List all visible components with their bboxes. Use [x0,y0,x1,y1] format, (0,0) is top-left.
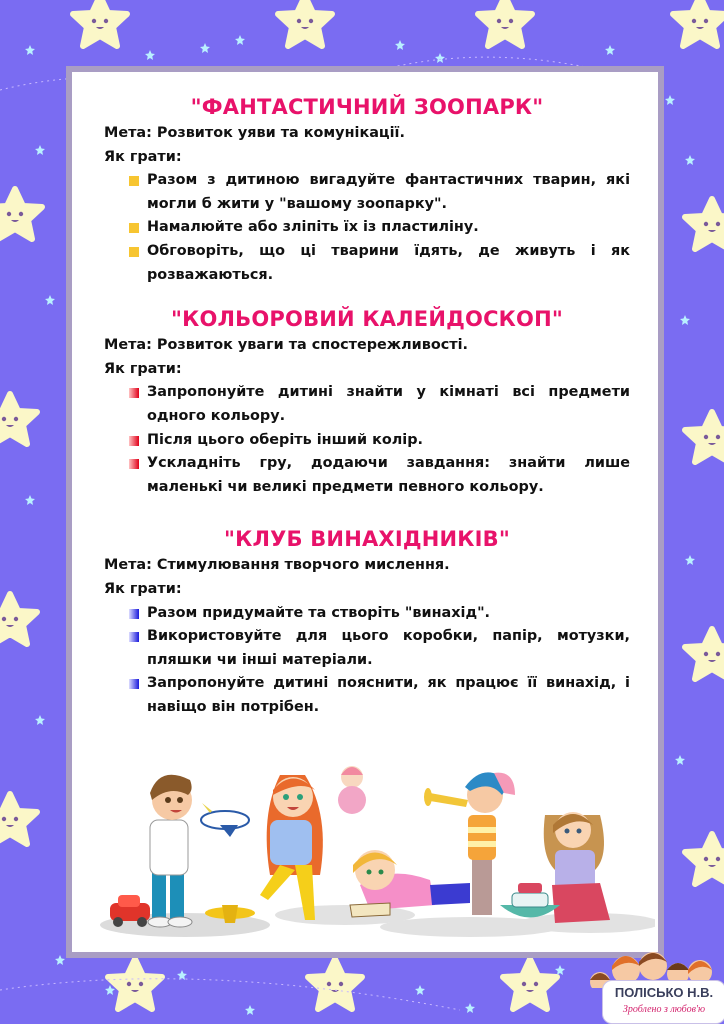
girl-with-doll-figure [260,766,366,920]
girl-with-toy-boat-figure [500,812,610,923]
step-item [129,452,630,499]
step-item [129,216,630,240]
square-bullet-icon [129,679,139,689]
game-title: "КЛУБ ВИНАХІДНИКІВ" [223,527,511,552]
square-bullet-icon [129,609,139,619]
steps-list [104,381,630,499]
how-to-play-label: Як грати: [104,148,182,165]
games-content [104,92,630,719]
boy-with-plane-figure [148,775,249,927]
square-bullet-icon [129,176,139,186]
author-name-plate [602,980,724,1024]
step-text: Використовуйте для цього коробки, папір, мотузки, пляшки чи інші матеріали. [147,628,630,668]
square-bullet-icon [129,223,139,233]
game-title: "ФАНТАСТИЧНИЙ ЗООПАРК" [190,95,544,119]
step-text: Запропонуйте дитині знайти у кімнаті всі предмети одного кольору. [147,384,630,424]
girl-reading-figure [350,850,470,917]
square-bullet-icon [129,247,139,257]
step-text: Після цього оберіть інший колір. [147,431,423,448]
step-text: Запропонуйте дитині пояснити, як працює її винахід, і навіщо він потрібен. [147,675,630,715]
step-text: Разом з дитиною вигадуйте фантастичних тварин, які могли б жити у "вашому зоопарку". [147,172,630,212]
step-item [129,169,630,216]
game-goal: Мета: Розвиток уваги та спостережливості. [104,337,469,354]
step-item [129,602,630,626]
step-text: Обговоріть, що ці тварини їдять, де живуть і як розважаються. [147,242,630,283]
game-goal: Мета: Стимулювання творчого мислення. [104,557,450,574]
game-section-inventors-club [104,524,630,719]
step-item [129,429,630,453]
step-item [129,625,630,672]
step-item [129,381,630,428]
steps-list [104,602,630,720]
children-playing-illustration [90,755,655,945]
square-bullet-icon [129,459,139,469]
how-to-play-label: Як грати: [104,360,182,377]
step-text: Ускладніть гру, додаючи завдання: знайти лише маленькі чи великі предмети певного кольору. [147,455,630,495]
steps-list [104,169,630,287]
author-tagline: Зроблено з любов'ю [622,1004,706,1015]
square-bullet-icon [129,388,139,398]
step-item [129,240,630,287]
author-badge [578,940,724,1024]
square-bullet-icon [129,436,139,446]
step-item [129,672,630,719]
square-bullet-icon [129,632,139,642]
step-text: Намалюйте або зліпіть їх із пластиліну. [147,219,479,236]
step-text: Разом придумайте та створіть "винахід". [147,604,491,621]
game-goal: Мета: Розвиток уяви та комунікації. [104,125,405,141]
game-section-fantastic-zoo [104,92,630,287]
author-name: ПОЛІСЬКО Н.В. [614,985,714,1000]
how-to-play-label: Як грати: [104,580,182,597]
game-section-color-kaleidoscope [104,304,630,499]
game-title: "КОЛЬОРОВИЙ КАЛЕЙДОСКОП" [170,307,564,332]
